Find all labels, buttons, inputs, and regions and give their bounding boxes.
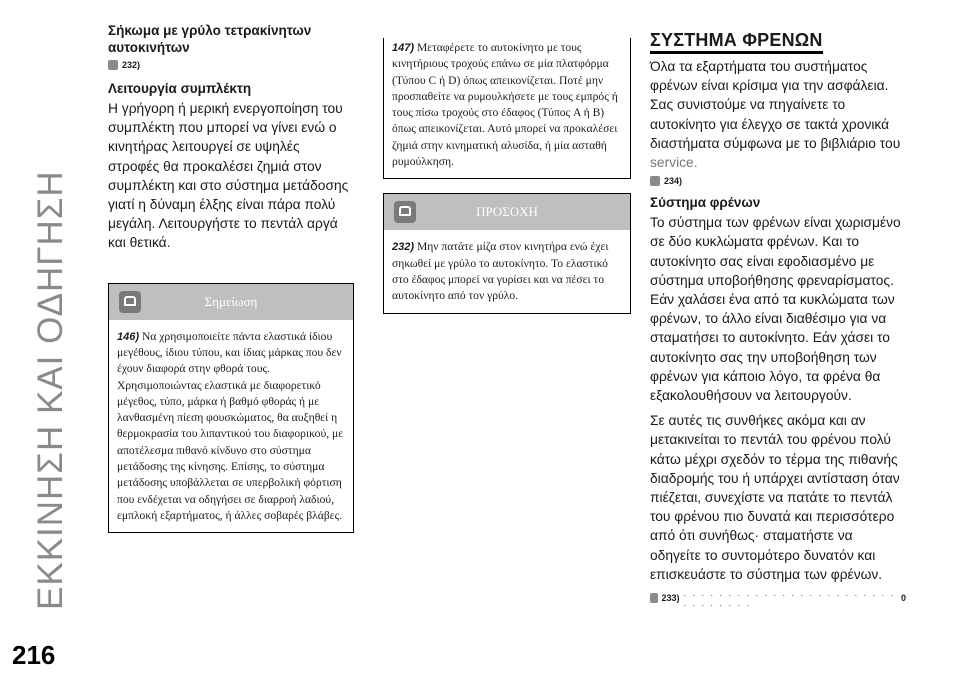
caution-title: ΠΡΟΣΟΧΗ [476,204,538,220]
column-3 [650,30,906,608]
chapter-side-title-svg [4,10,84,610]
column-1 [108,22,354,533]
caution-box-232 [383,193,631,313]
note-147-text: Μεταφέρετε το αυτοκίνητο με τους κινητήριους τροχούς επάνω σε μία πλατφόρμα (Τύπου C ή D) όπως απεικονίζεται. Ποτέ μην προσπαθείτε να ρυμουλκήσετε με τους εμπρός ή τους πίσω τροχούς στο έδαφος (Τύπος A ή B) όπως απεικονίζεται. Αυτό μπορεί να προκαλέσει ζημιά στην κινηματική αλυσίδα, ή μία ασταθή ρυμούλκηση. [392,41,618,169]
car-caution-icon [394,201,416,223]
footnote-ref-234: 234) [650,176,906,186]
note-147-body [384,38,630,178]
footnote-dots: . . . . . . . . . . . . . . . . . . . . . . . . . . . . . . . . [683,588,896,609]
chapter-side-title [4,10,84,610]
footnote-ref-233: 233) . . . . . . . . . . . . . . . . . . . . . . . . . . . . . . . . 0 [650,588,906,608]
brake-section-title [650,30,906,51]
brake-section-title-text: ΣΥΣΤΗΜΑ ΦΡΕΝΩΝ [650,30,823,54]
caution-text: Μην πατάτε μίζα στον κινητήρα ενώ έχει σηκωθεί με γρύλο το αυτοκίνητο. Το ελαστικό στο έδαφος μπορεί να γυρίσει και να πέσει το αυτοκίνητο από τον γρύλο. [392,240,609,303]
chapter-side-title-text: ΕΚΚΙΝΗΣΗ ΚΑΙ ΟΔΗΓΗΣΗ [31,170,70,610]
note-text: Να χρησιμοποιείτε πάντα ελαστικά ίδιου μεγέθους, ίδιου τύπου, και ίδιας μάρκας που δεν έχουν διαφορά στην φθορά τους. Χρησιμοποιώντας ελαστικά με διαφορετικό μέγεθος, τύπο, μάρκα ή βαθμό φθοράς ή με λανθασμένη πίεση φουσκώματος, θα αυξηθεί η θερμοκρασία του λιπαντικού του διαφορικού, με αποτέλεσμα πιθανό κίνδυνο στο σύστημα μετάδοσης της κίνησης. Επίσης, το σύστημα μετάδοσης υποβάλλεται σε υπερβολική φόρτιση που ενδέχεται να οδηγήσει σε διαρροή λαδιού, εμπλοκή εξαρτήματος, ή άλλες σοβαρές βλάβες. [117,329,344,522]
caution-number: 232) [392,241,415,254]
note-147-number: 147) [392,42,415,54]
clutch-paragraph: Η γρήγορη ή μερική ενεργοποίηση του συμπλέκτη που μπορεί να γίνει ενώ ο κινητήρας λειτουργεί σε υψηλές στροφές θα προκαλέσει ζημιά στον συμπλέκτη και στο σύστημα μετάδοσης γιατί η δύναμη έλξης είναι πάρα πολύ μεγάλη. Λειτουργήστε το πεντάλ αργά και θετικά. [108,101,349,251]
caution-header [384,194,630,230]
brake-system-subheading: Σύστημα φρένων [650,195,761,211]
note-header [109,284,353,320]
note-box-146 [108,283,354,534]
page-number: 216 [12,640,56,670]
warning-mini-icon [650,593,658,603]
brake-intro: Όλα τα εξαρτήματα του συστήματος φρένων είναι κρίσιμα για την ασφάλεια. Σας συνιστούμε να πηγαίνετε το αυτοκίνητο για έλεγχο σε τακτά χρονικά διαστήματα σύμφωνα με το βιβλιάριο του service. [650,59,901,171]
clutch-subheading: Λειτουργία συμπλέκτη [108,81,252,96]
column-2 [383,38,631,314]
note-number: 146) [117,330,140,343]
note-body [109,320,353,533]
brake-paragraph-2: Σε αυτές τις συνθήκες ακόμα και αν μετακινείται το πεντάλ του φρένου πολύ κάτω μέχρι σχεδόν το τέρμα της πιθανής διαδρομής του ή υπάρχει αντίσταση όταν πιέζεται, συνεχίστε να πατάτε το πεντάλ του φρένου πιο δυνατά και περισσότερο από ότι συνήθως· σταματήστε να οδηγείτε το συντομότερο δυνατόν και επισκευάστε το σύστημα των φρένων. [650,413,900,582]
car-warning-icon [119,291,141,313]
note-title: Σημείωση [204,293,258,309]
caution-body [384,230,630,312]
footnote-end-marker: 0 [900,593,906,604]
warning-mini-icon [108,60,118,70]
jacking-heading: Σήκωμα με γρύλο τετρακίνητων αυτοκινήτων [108,23,312,55]
service-word: service. [650,155,698,171]
note-box-147 [383,38,631,179]
warning-mini-icon [650,176,660,186]
brake-paragraph-1: Το σύστημα των φρένων είναι χωρισμένο σε δύο κυκλώματα φρένων. Και το αυτοκίνητο σας είναι εφοδιασμένο με σύστημα υποβοήθησης φρεναρίσματος. Εάν χαλάσει ένα από τα κυκλώματα των φρένων, το άλλο είναι διαθέσιμο για να σταματήσει το αυτοκίνητο. Εάν χάσει το αυτοκίνητο σας την υποβοήθηση των φρένων για κάποιο λόγο, τα φρένα θα εξακολουθήσουν να λειτουργούν. [650,215,901,404]
footnote-ref-232: 232) [108,60,354,70]
